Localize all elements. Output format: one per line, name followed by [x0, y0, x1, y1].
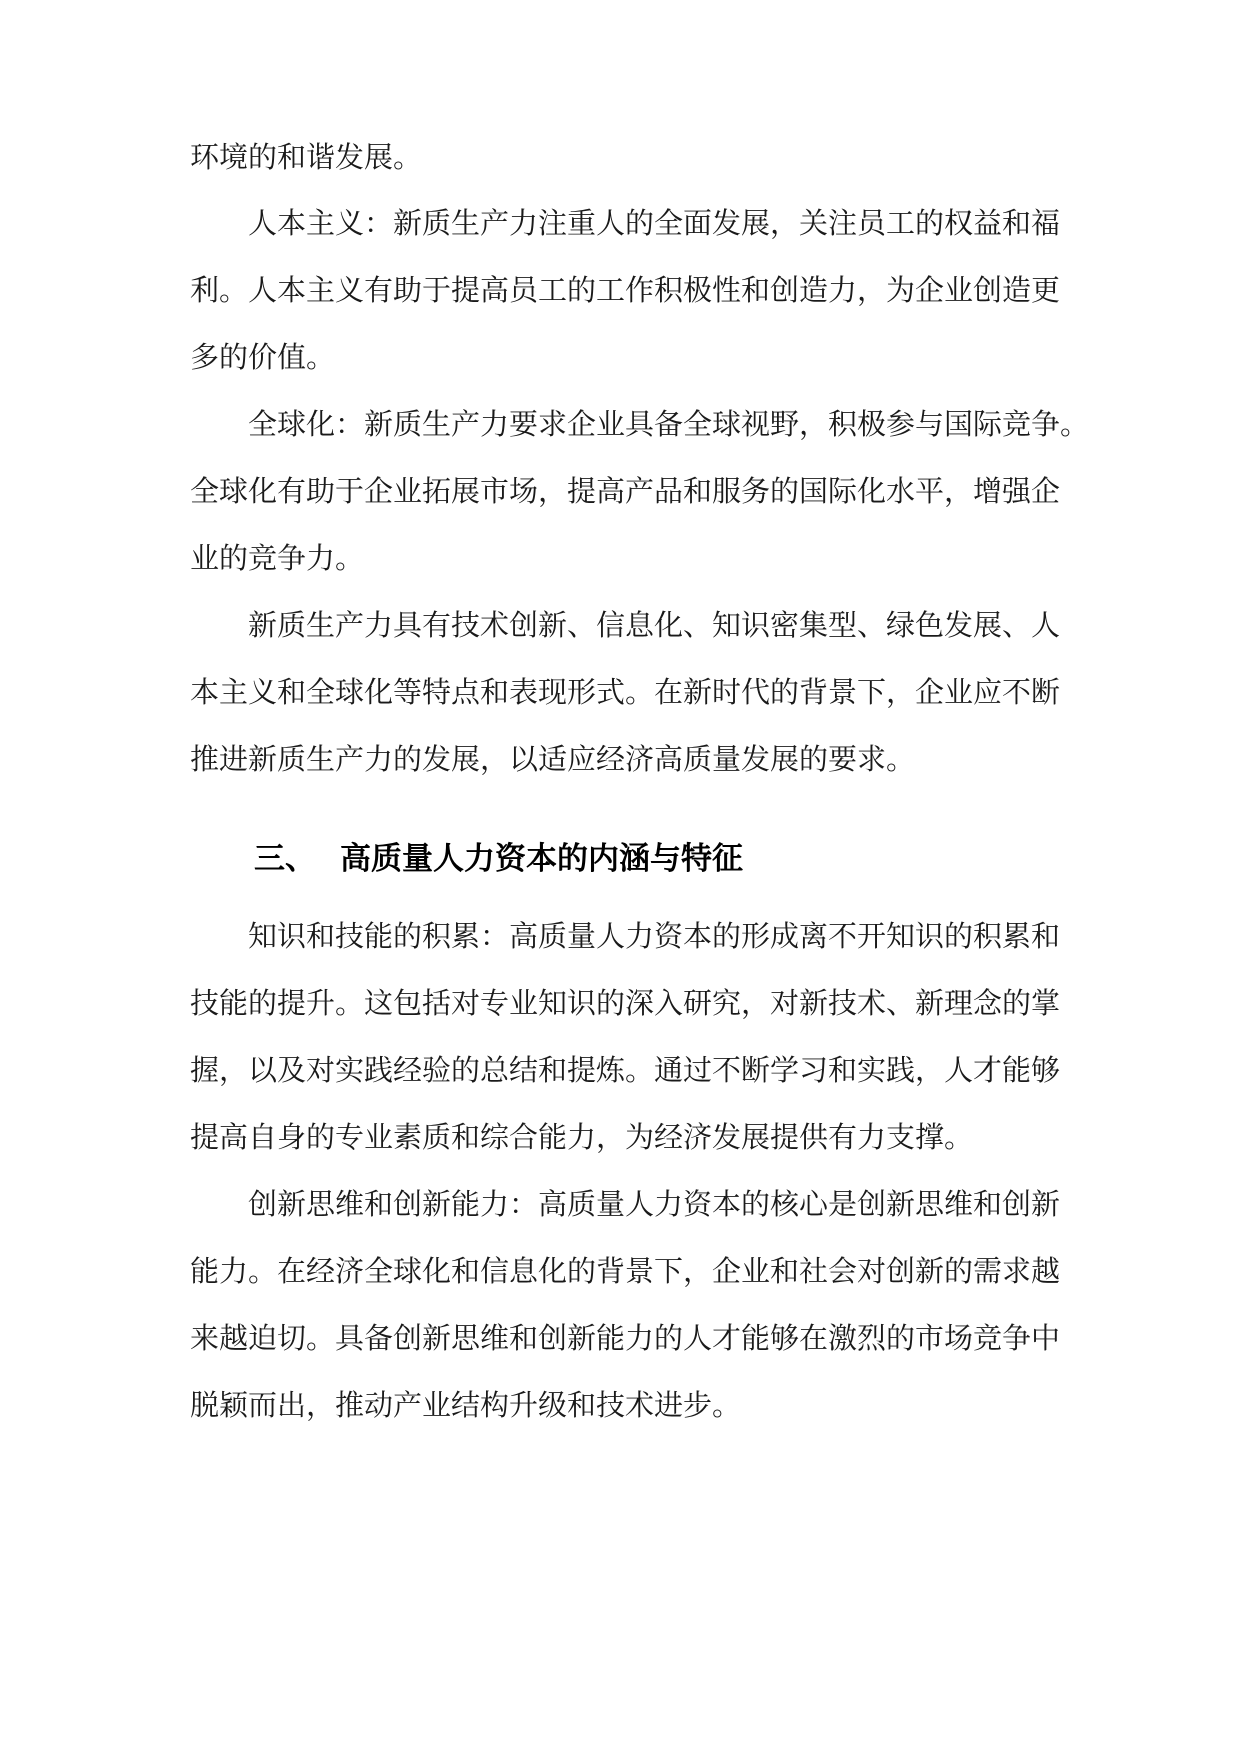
body-text-line: 提高自身的专业素质和综合能力，为经济发展提供有力支撑。: [190, 1120, 974, 1154]
body-text-line: 脱颖而出，推动产业结构升级和技术进步。: [190, 1388, 742, 1422]
body-text-line: 利。人本主义有助于提高员工的工作积极性和创造力，为企业创造更: [190, 273, 1061, 307]
body-text-line: 知识和技能的积累：高质量人力资本的形成离不开知识的积累和: [248, 919, 1061, 953]
body-text-line: 创新思维和创新能力：高质量人力资本的核心是创新思维和创新: [248, 1187, 1061, 1221]
body-text-line: 推进新质生产力的发展，以适应经济高质量发展的要求。: [190, 742, 916, 776]
body-text-line: 多的价值。: [190, 340, 336, 374]
section-heading: [254, 838, 743, 880]
body-text-line: 来越迫切。具备创新思维和创新能力的人才能够在激烈的市场竞争中: [190, 1321, 1061, 1355]
body-text-line: 技能的提升。这包括对专业知识的深入研究，对新技术、新理念的掌: [190, 986, 1061, 1020]
body-text-line: 新质生产力具有技术创新、信息化、知识密集型、绿色发展、人: [248, 608, 1061, 642]
body-text-line: 本主义和全球化等特点和表现形式。在新时代的背景下，企业应不断: [190, 675, 1061, 709]
body-text-line: 环境的和谐发展。: [190, 140, 423, 174]
section-number: 三、: [254, 841, 316, 877]
body-text-line: 业的竞争力。: [190, 541, 365, 575]
body-text-line: 握，以及对实践经验的总结和提炼。通过不断学习和实践，人才能够: [190, 1053, 1061, 1087]
body-text-line: 能力。在经济全球化和信息化的背景下，企业和社会对创新的需求越: [190, 1254, 1061, 1288]
body-text-line: 人本主义：新质生产力注重人的全面发展，关注员工的权益和福: [248, 206, 1061, 240]
body-text-line: 全球化有助于企业拓展市场，提高产品和服务的国际化水平，增强企: [190, 474, 1061, 508]
body-text-line: 全球化：新质生产力要求企业具备全球视野，积极参与国际竞争。: [248, 407, 1090, 441]
section-title: 高质量人力资本的内涵与特征: [340, 841, 743, 877]
